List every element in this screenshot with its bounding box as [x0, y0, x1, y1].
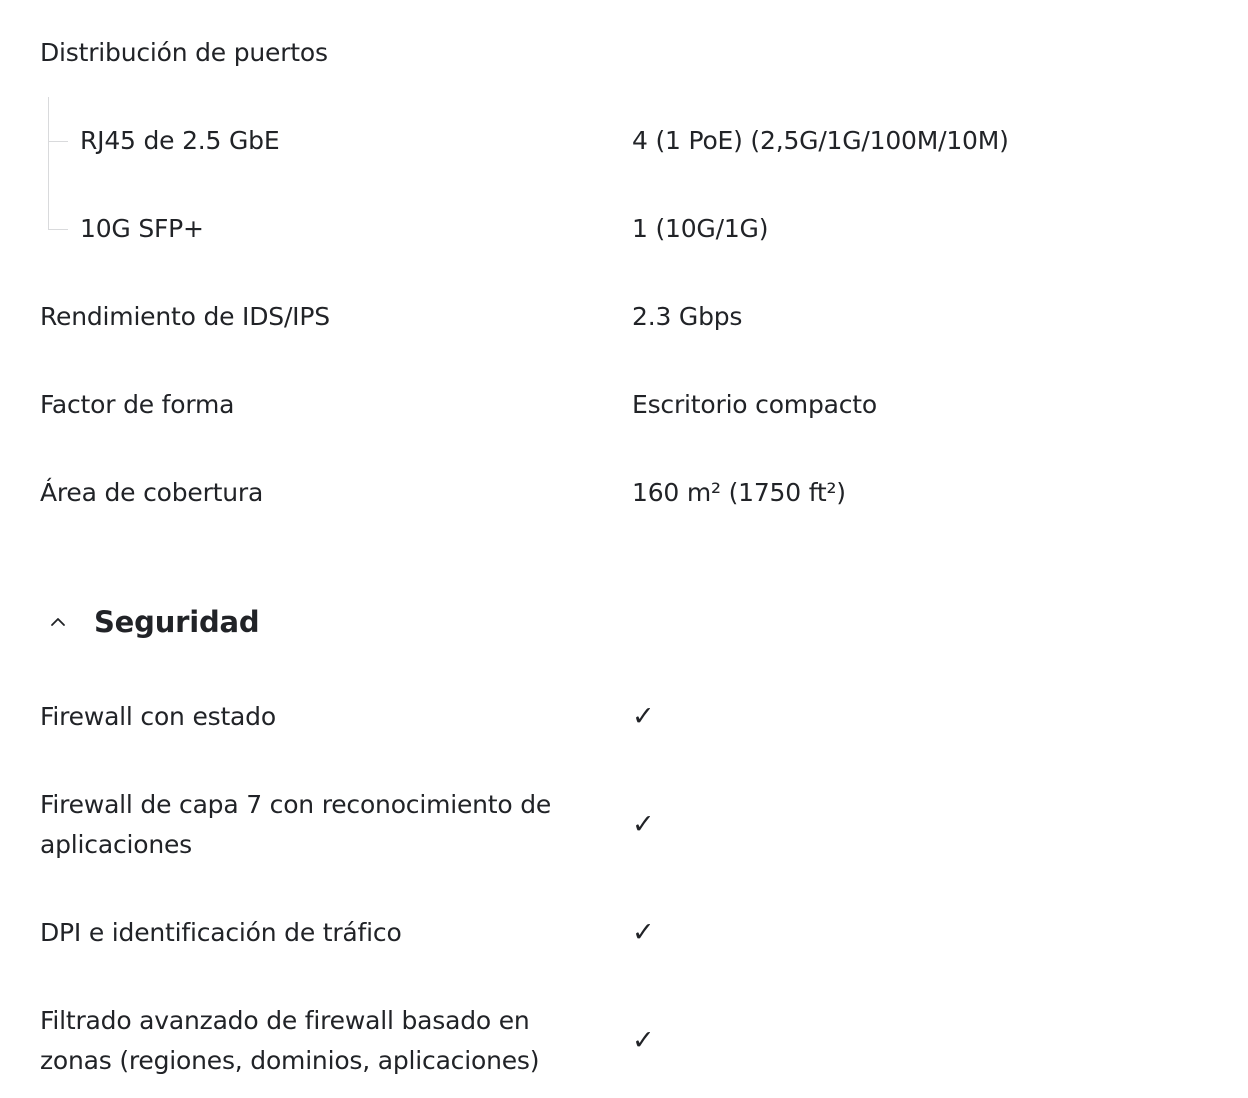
spec-row-sfp — [40, 209, 1248, 249]
spec-row-l7-firewall — [40, 785, 1248, 865]
spec-row-zone-firewall — [40, 1001, 1248, 1081]
checkmark-icon: ✓ — [632, 1025, 655, 1056]
spec-label: Firewall con estado — [40, 702, 276, 731]
section-toggle-security[interactable] — [40, 600, 260, 644]
spec-row-ports — [40, 33, 1248, 73]
spec-row-ids-ips — [40, 297, 1248, 337]
spec-row-form-factor — [40, 385, 1248, 425]
spec-label: Rendimiento de IDS/IPS — [40, 302, 330, 331]
spec-value: 1 (10G/1G) — [632, 214, 769, 243]
spec-row-coverage — [40, 473, 1248, 513]
spec-value: 160 m² (1750 ft²) — [632, 478, 846, 507]
checkmark-icon: ✓ — [632, 701, 655, 732]
spec-label: Factor de forma — [40, 390, 235, 419]
spec-value: Escritorio compacto — [632, 390, 877, 419]
spec-label: Distribución de puertos — [40, 38, 328, 67]
spec-value: 4 (1 PoE) (2,5G/1G/100M/10M) — [632, 126, 1009, 155]
spec-row-stateful-firewall — [40, 697, 1248, 737]
spec-sublabel: 10G SFP+ — [80, 214, 204, 243]
spec-row-dpi — [40, 913, 1248, 953]
spec-value: 2.3 Gbps — [632, 302, 743, 331]
chevron-up-icon[interactable] — [40, 604, 76, 640]
spec-row-rj45 — [40, 121, 1248, 161]
spec-label: Filtrado avanzado de firewall basado en zonas (regiones, dominios, aplicaciones) — [40, 1006, 540, 1075]
checkmark-icon: ✓ — [632, 917, 655, 948]
spec-label: Firewall de capa 7 con reconocimiento de aplicaciones — [40, 790, 552, 859]
spec-label: Área de cobertura — [40, 478, 264, 507]
spec-sublabel: RJ45 de 2.5 GbE — [80, 126, 280, 155]
section-title: Seguridad — [94, 605, 260, 639]
spec-label: DPI e identificación de tráfico — [40, 918, 402, 947]
checkmark-icon: ✓ — [632, 809, 655, 840]
